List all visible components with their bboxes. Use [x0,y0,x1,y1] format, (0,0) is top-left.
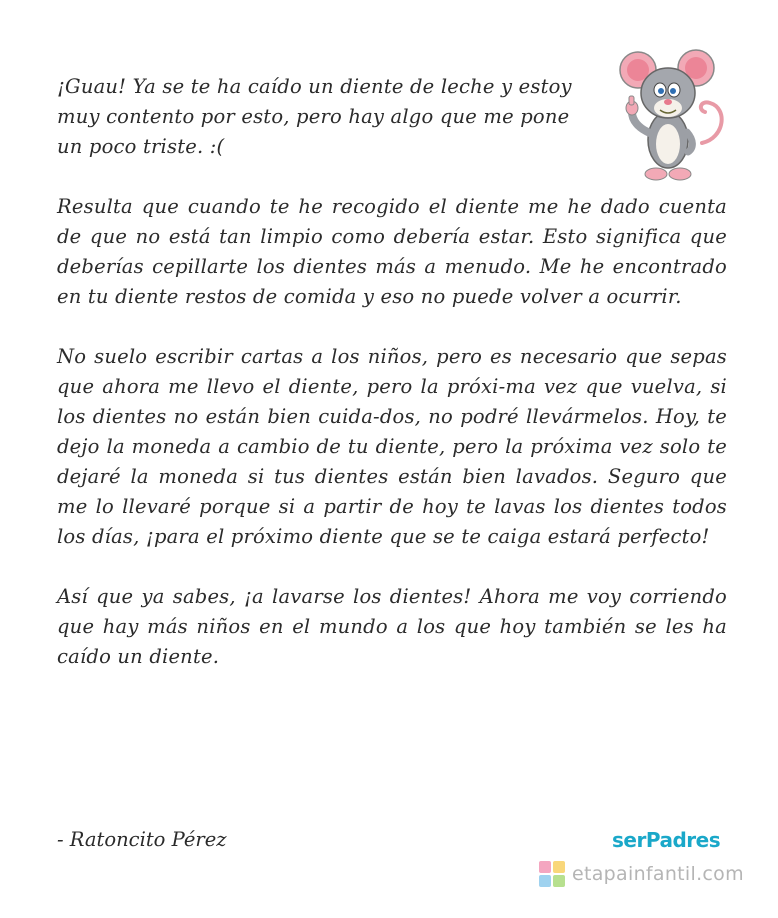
letter-paragraph-4: Así que ya sabes, ¡a lavarse los dientes! Ahora me voy corriendo que hay más niños en el mundo a los que hoy también se les ha caído un diente. [57,585,727,668]
serpadres-logo [612,828,720,852]
puzzle-icon [538,860,566,888]
signature: - Ratoncito Pérez [57,828,227,851]
letter-paragraph-1: ¡Guau! Ya se te ha caído un diente de leche y estoy muy contento por esto, pero hay algo que me pone un poco triste. :( [57,75,572,158]
letter-paragraph-3: No suelo escribir cartas a los niños, pero es necesario que sepas que ahora me llevo el diente, pero la próxi-ma vez que vuelva, si los dientes no están bien cuida-dos, no podré llevármelos. Hoy, te dejo la moneda a cambio de tu diente, pero la próxima vez solo te dejaré la moneda si tus dientes están bien lavados. Seguro que me lo llevaré porque si a partir de hoy te lavas los dientes todos los días, ¡para el próximo diente que se te caiga estará perfecto! [57,345,727,548]
brand-padres: Padres [645,828,721,852]
site-logo [538,860,744,888]
brand-ser: ser [612,828,646,852]
site-name: etapainfantil.com [572,863,744,885]
letter-paragraph-2: Resulta que cuando te he recogido el diente me he dado cuenta de que no está tan limpio como debería estar. Esto significa que deberías cepillarte los dientes más a menudo. Me he encontrado en tu diente restos de comida y eso no puede volver a ocurrir. [57,195,727,308]
letter-body [57,72,727,702]
